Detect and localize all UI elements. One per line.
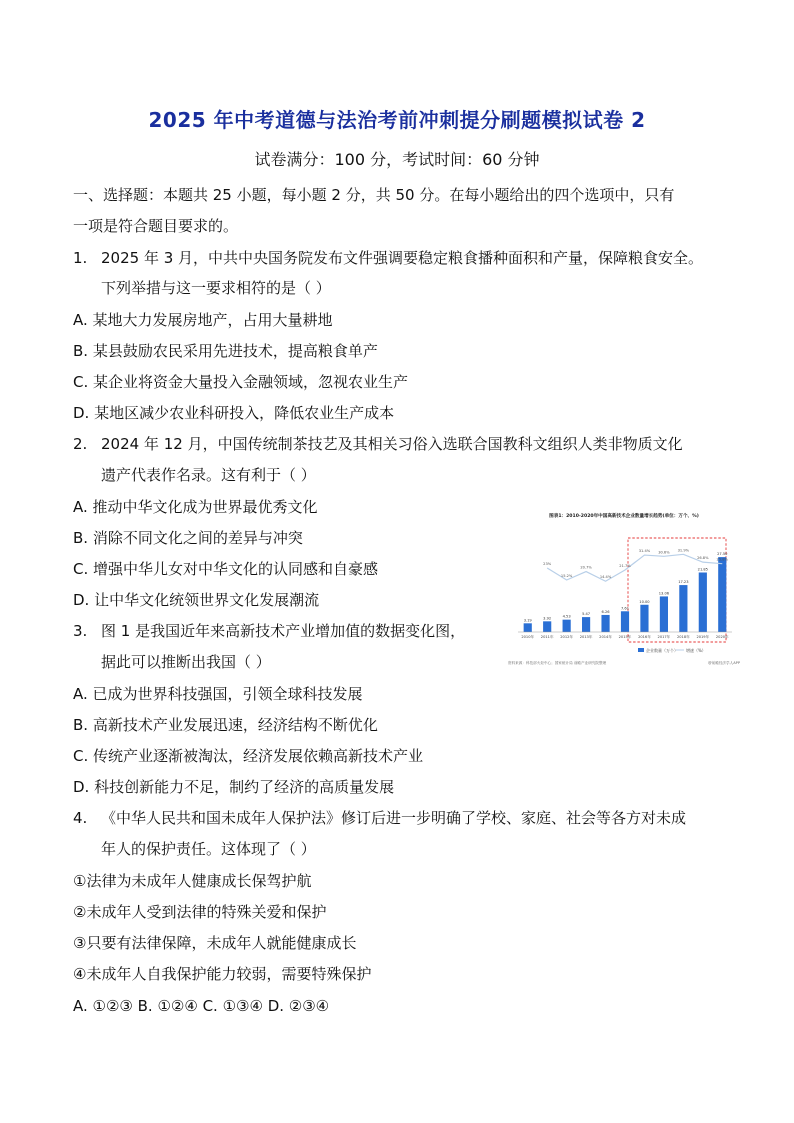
x-tick-label: 2019年 xyxy=(696,635,710,639)
exam-title: 2025 年中考道德与法治考前冲刺提分刷题模拟试卷 2 xyxy=(148,108,646,132)
growth-label: 23% xyxy=(543,562,552,566)
bar xyxy=(621,611,629,632)
exam-subtitle: 试卷满分：100 分，考试时间：60 分钟 xyxy=(254,150,540,169)
bar xyxy=(718,557,726,632)
chart-title: 图表1：2010-2020年中国高新技术企业数量增长趋势(单位：万个、%) xyxy=(549,514,699,519)
x-tick-label: 2012年 xyxy=(560,635,574,639)
question-1-option-b: B. 某县鼓励农民采用先进技术，提高粮食单产 xyxy=(73,342,378,360)
bar-value-label: 27.50 xyxy=(717,552,728,557)
legend-bar-swatch xyxy=(638,648,644,652)
bar-value-label: 10.00 xyxy=(639,599,650,604)
question-2-stem-line1: 2024 年 12 月，中国传统制茶技艺及其相关习俗入选联合国教科文组织人类非物质文化 xyxy=(101,435,683,453)
bar-value-label: 13.06 xyxy=(658,591,670,596)
growth-label: 30.6% xyxy=(658,550,670,555)
question-4-statement-1: ①法律为未成年人健康成长保驾护航 xyxy=(73,872,312,890)
question-2-number: 2. xyxy=(73,435,88,453)
question-1-option-c: C. 某企业将资金大量投入金融领域，忽视农业生产 xyxy=(73,373,409,391)
x-tick-label: 2014年 xyxy=(599,635,612,639)
growth-label: 31.9% xyxy=(677,548,690,553)
x-tick-label: 2011年 xyxy=(540,635,554,639)
x-tick-label: 2015年 xyxy=(618,635,632,639)
question-4-answer-options: A. ①②③ B. ①②④ C. ①③④ D. ②③④ xyxy=(73,997,330,1015)
bar xyxy=(563,620,571,632)
legend-bar-label: 企业数量（万个） xyxy=(646,648,678,653)
growth-label: 31.4% xyxy=(638,549,651,554)
x-tick-label: 2018年 xyxy=(676,635,690,639)
question-2-option-a: A. 推动中华文化成为世界最优秀文化 xyxy=(73,498,318,516)
question-4-statement-4: ④未成年人自我保护能力较弱，需要特殊保护 xyxy=(73,965,372,983)
growth-label: 21.7% xyxy=(619,564,631,568)
x-tick-label: 2010年 xyxy=(521,635,535,639)
bar xyxy=(660,596,668,632)
question-2-option-b: B. 消除不同文化之间的差异与冲突 xyxy=(73,529,303,547)
question-1-option-d: D. 某地区减少农业科研投入，降低农业生产成本 xyxy=(73,404,395,422)
bar-value-label: 21.85 xyxy=(697,567,708,572)
question-2-option-c: C. 增强中华儿女对中华文化的认同感和自豪感 xyxy=(73,560,379,578)
growth-label: 15.2% xyxy=(560,574,573,578)
growth-label: 14.4% xyxy=(599,575,612,580)
question-4-number: 4. xyxy=(73,809,88,827)
question-3-option-d: D. 科技创新能力不足，制约了经济的高质量发展 xyxy=(73,778,395,796)
section-instruction-line2: 一项是符合题目要求的。 xyxy=(73,217,239,235)
question-3-stem-line1: 图 1 是我国近年来高新技术产业增加值的数据变化图， xyxy=(101,622,466,640)
question-1-number: 1. xyxy=(73,249,88,267)
bar xyxy=(524,623,532,632)
growth-label: 20.7% xyxy=(580,565,592,570)
bar-value-label: 3.19 xyxy=(523,618,532,623)
bar xyxy=(679,585,687,632)
question-3-option-c: C. 传统产业逐渐被淘汰，经济发展依赖高新技术产业 xyxy=(73,747,424,765)
x-tick-label: 2017年 xyxy=(657,635,671,639)
figure-1-chart xyxy=(506,508,742,670)
bar xyxy=(582,617,590,632)
bar-value-label: 6.26 xyxy=(601,609,610,614)
bar-value-label: 3.92 xyxy=(543,616,552,621)
question-2-option-d: D. 让中华文化统领世界文化发展潮流 xyxy=(73,591,320,609)
growth-label: 25.8% xyxy=(716,557,728,562)
bar xyxy=(601,615,609,632)
question-1-stem-line1: 2025 年 3 月，中共中央国务院发布文件强调要稳定粮食播种面积和产量，保障粮食安全。 xyxy=(101,249,704,267)
x-tick-label: 2016年 xyxy=(638,635,651,639)
question-3-number: 3. xyxy=(73,622,88,640)
bar xyxy=(543,621,551,632)
chart-source: 资料来源：科技部火炬中心；国家统计局 前瞻产业研究院整理 xyxy=(508,661,607,665)
bar xyxy=(699,572,707,632)
question-3-option-b: B. 高新技术产业发展迅速，经济结构不断优化 xyxy=(73,716,378,734)
growth-line xyxy=(547,554,722,581)
question-4-statement-3: ③只要有法律保障，未成年人就能健康成长 xyxy=(73,934,357,952)
bar-value-label: 5.47 xyxy=(582,612,591,617)
x-tick-label: 2020年 xyxy=(715,635,729,639)
question-4-stem-line2: 年人的保护责任。这体现了（ ） xyxy=(101,840,316,858)
question-3-option-a: A. 已成为世界科技强国，引领全球科技发展 xyxy=(73,685,363,703)
question-1-option-a: A. 某地大力发展房地产，占用大量耕地 xyxy=(73,311,333,329)
question-4-statement-2: ②未成年人受到法律的特殊关爱和保护 xyxy=(73,903,327,921)
bar-value-label: 7.61 xyxy=(620,606,630,611)
question-4-stem-line1: 《中华人民共和国未成年人保护法》修订后进一步明确了学校、家庭、社会等各方对未成 xyxy=(101,809,687,827)
question-3-stem-line2: 据此可以推断出我国（ ） xyxy=(101,653,271,671)
growth-label: 26.8% xyxy=(697,556,709,561)
section-instruction-line1: 一、选择题：本题共 25 小题，每小题 2 分，共 50 分。在每小题给出的四个选项中，只有 xyxy=(73,186,675,204)
bar-value-label: 17.23 xyxy=(678,580,689,585)
bar-value-label: 4.53 xyxy=(562,614,571,619)
question-2-stem-line2: 遗产代表作名录。这有利于（ ） xyxy=(101,466,316,484)
bar xyxy=(640,605,648,632)
x-tick-label: 2013年 xyxy=(579,635,593,639)
chart-watermark: @前瞻经济学人APP xyxy=(708,661,740,665)
question-1-stem-line2: 下列举措与这一要求相符的是（ ） xyxy=(101,279,331,297)
legend-line-label: 增速（%） xyxy=(686,648,706,653)
